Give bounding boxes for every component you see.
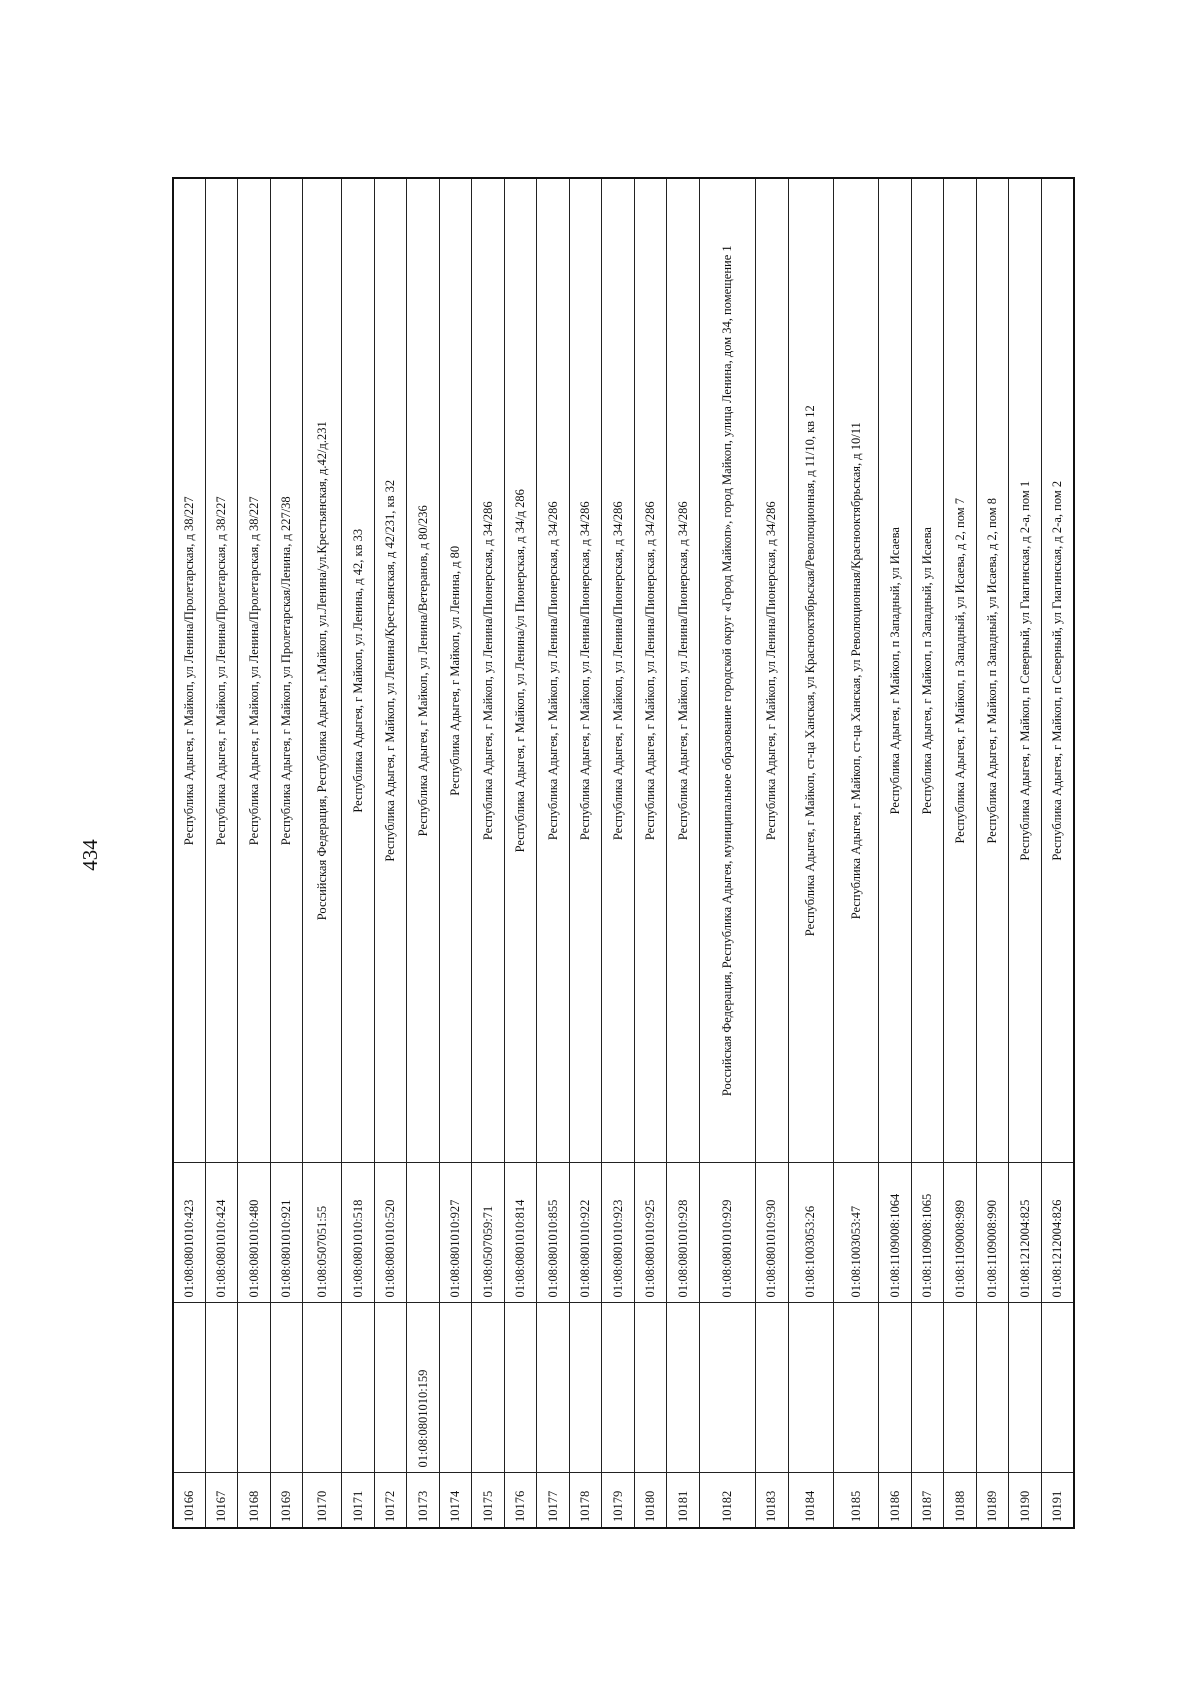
previous-cadastral-number — [699, 1303, 755, 1473]
cadastral-number: 01:08:0801010:423 — [173, 1163, 205, 1303]
row-number: 10180 — [634, 1473, 666, 1528]
cadastral-number: 01:08:0801010:928 — [667, 1163, 699, 1303]
address: Республика Адыгея, г Майкоп, ул Ленина/ул Пионерская, д 34/д 286 — [504, 178, 536, 1163]
table-row — [911, 178, 943, 1528]
cadastral-number: 01:08:0801010:922 — [569, 1163, 601, 1303]
previous-cadastral-number — [1041, 1303, 1074, 1473]
previous-cadastral-number — [834, 1303, 879, 1473]
previous-cadastral-number — [472, 1303, 504, 1473]
cadastral-number: 01:08:0801010:855 — [537, 1163, 569, 1303]
table-row — [569, 178, 601, 1528]
cadastral-number: 01:08:0801010:921 — [270, 1163, 302, 1303]
address: Республика Адыгея, г Майкоп, ул Ленина/Пионерская, д 34/286 — [569, 178, 601, 1163]
address: Республика Адыгея, г Майкоп, п Западный, ул Исаева, д 2, пом 8 — [976, 178, 1008, 1163]
address: Республика Адыгея, г Майкоп, п Западный, ул Исаева, д 2, пом 7 — [944, 178, 976, 1163]
previous-cadastral-number — [976, 1303, 1008, 1473]
cadastral-number: 01:08:0801010:518 — [342, 1163, 374, 1303]
table-row — [537, 178, 569, 1528]
address: Республика Адыгея, г Майкоп, ул Ленина/Пионерская, д 34/286 — [667, 178, 699, 1163]
table-row — [634, 178, 666, 1528]
cadastral-number: 01:08:1003053:47 — [834, 1163, 879, 1303]
address: Республика Адыгея, г Майкоп, п Западный, ул Исаева — [879, 178, 911, 1163]
cadastral-number: 01:08:1109008:1064 — [879, 1163, 911, 1303]
table-row — [602, 178, 634, 1528]
table-row — [472, 178, 504, 1528]
address: Республика Адыгея, г Майкоп, ул Ленина/Ветеранов, д 80/236 — [407, 178, 439, 1163]
page-number: 434 — [78, 839, 102, 871]
table-row — [439, 178, 471, 1528]
row-number: 10170 — [303, 1473, 342, 1528]
previous-cadastral-number — [238, 1303, 270, 1473]
address: Республика Адыгея, г Майкоп, ул Ленина/Пионерская, д 34/286 — [537, 178, 569, 1163]
row-number: 10168 — [238, 1473, 270, 1528]
address: Республика Адыгея, г Майкоп, ул Ленина/Пролетарская, д 38/227 — [173, 178, 205, 1163]
previous-cadastral-number — [879, 1303, 911, 1473]
previous-cadastral-number — [270, 1303, 302, 1473]
previous-cadastral-number — [756, 1303, 788, 1473]
previous-cadastral-number — [173, 1303, 205, 1473]
cadastral-number: 01:08:0507051:55 — [303, 1163, 342, 1303]
previous-cadastral-number — [569, 1303, 601, 1473]
previous-cadastral-number — [537, 1303, 569, 1473]
address: Республика Адыгея, г Майкоп, ул Ленина/Пионерская, д 34/286 — [756, 178, 788, 1163]
row-number: 10184 — [788, 1473, 833, 1528]
row-number: 10185 — [834, 1473, 879, 1528]
cadastral-number: 01:08:0801010:520 — [374, 1163, 406, 1303]
previous-cadastral-number — [504, 1303, 536, 1473]
row-number: 10174 — [439, 1473, 471, 1528]
previous-cadastral-number — [439, 1303, 471, 1473]
cadastral-number — [407, 1163, 439, 1303]
table-row — [342, 178, 374, 1528]
previous-cadastral-number — [788, 1303, 833, 1473]
table-row — [1041, 178, 1074, 1528]
registry-table-container — [172, 179, 1075, 1529]
row-number: 10186 — [879, 1473, 911, 1528]
row-number: 10182 — [699, 1473, 755, 1528]
address: Республика Адыгея, г Майкоп, п Северный, ул Гиагинская, д 2-а, пом 1 — [1009, 178, 1041, 1163]
cadastral-number: 01:08:0507059:71 — [472, 1163, 504, 1303]
address: Республика Адыгея, г Майкоп, ул Ленина, д 42, кв 33 — [342, 178, 374, 1163]
cadastral-number: 01:08:1109008:989 — [944, 1163, 976, 1303]
address: Российская Федерация, Республика Адыгея, г.Майкоп, ул.Ленина/ул.Крестьянская, д.42/д.231 — [303, 178, 342, 1163]
address: Республика Адыгея, г Майкоп, ул Ленина/Пионерская, д 34/286 — [634, 178, 666, 1163]
table-row — [173, 178, 205, 1528]
row-number: 10187 — [911, 1473, 943, 1528]
previous-cadastral-number: 01:08:0801010:159 — [407, 1303, 439, 1473]
row-number: 10176 — [504, 1473, 536, 1528]
cadastral-number: 01:08:1109008:990 — [976, 1163, 1008, 1303]
address: Республика Адыгея, г Майкоп, ст-ца Ханская, ул Революционная/Краснооктябрьская, д 10/11 — [834, 178, 879, 1163]
table-row — [944, 178, 976, 1528]
table-row — [238, 178, 270, 1528]
address: Республика Адыгея, г Майкоп, ул Ленина/Крестьянская, д 42/231, кв 32 — [374, 178, 406, 1163]
address: Республика Адыгея, г Майкоп, ул Ленина/Пионерская, д 34/286 — [472, 178, 504, 1163]
cadastral-number: 01:08:0801010:424 — [205, 1163, 237, 1303]
previous-cadastral-number — [303, 1303, 342, 1473]
cadastral-number: 01:08:0801010:927 — [439, 1163, 471, 1303]
row-number: 10188 — [944, 1473, 976, 1528]
table-row — [788, 178, 833, 1528]
row-number: 10178 — [569, 1473, 601, 1528]
table-row — [699, 178, 755, 1528]
table-row — [756, 178, 788, 1528]
previous-cadastral-number — [1009, 1303, 1041, 1473]
cadastral-number: 01:08:1212004:826 — [1041, 1163, 1074, 1303]
row-number: 10166 — [173, 1473, 205, 1528]
table-row — [504, 178, 536, 1528]
row-number: 10181 — [667, 1473, 699, 1528]
cadastral-number: 01:08:0801010:930 — [756, 1163, 788, 1303]
table-row — [976, 178, 1008, 1528]
row-number: 10172 — [374, 1473, 406, 1528]
address: Республика Адыгея, г Майкоп, ул Пролетарская/Ленина, д 227/38 — [270, 178, 302, 1163]
cadastral-number: 01:08:0801010:929 — [699, 1163, 755, 1303]
previous-cadastral-number — [374, 1303, 406, 1473]
row-number: 10183 — [756, 1473, 788, 1528]
table-row — [303, 178, 342, 1528]
row-number: 10169 — [270, 1473, 302, 1528]
address: Республика Адыгея, г Майкоп, ул Ленина, д 80 — [439, 178, 471, 1163]
previous-cadastral-number — [602, 1303, 634, 1473]
cadastral-number: 01:08:1212004:825 — [1009, 1163, 1041, 1303]
previous-cadastral-number — [342, 1303, 374, 1473]
address: Республика Адыгея, г Майкоп, п Западный, ул Исаева — [911, 178, 943, 1163]
table-row — [834, 178, 879, 1528]
table-row — [407, 178, 439, 1528]
previous-cadastral-number — [667, 1303, 699, 1473]
previous-cadastral-number — [911, 1303, 943, 1473]
cadastral-number: 01:08:1003053:26 — [788, 1163, 833, 1303]
table-row — [205, 178, 237, 1528]
row-number: 10190 — [1009, 1473, 1041, 1528]
table-row — [374, 178, 406, 1528]
previous-cadastral-number — [944, 1303, 976, 1473]
table-row — [667, 178, 699, 1528]
address: Республика Адыгея, г Майкоп, ул Ленина/Пионерская, д 34/286 — [602, 178, 634, 1163]
row-number: 10177 — [537, 1473, 569, 1528]
address: Республика Адыгея, г Майкоп, ст-ца Ханская, ул Краснооктябрьская/Революционная, д 11/10, кв 12 — [788, 178, 833, 1163]
row-number: 10189 — [976, 1473, 1008, 1528]
cadastral-number: 01:08:0801010:814 — [504, 1163, 536, 1303]
registry-table — [172, 177, 1075, 1529]
cadastral-number: 01:08:0801010:480 — [238, 1163, 270, 1303]
table-row — [1009, 178, 1041, 1528]
address: Республика Адыгея, г Майкоп, ул Ленина/Пролетарская, д 38/227 — [205, 178, 237, 1163]
cadastral-number: 01:08:0801010:925 — [634, 1163, 666, 1303]
row-number: 10191 — [1041, 1473, 1074, 1528]
table-row — [879, 178, 911, 1528]
cadastral-number: 01:08:1109008:1065 — [911, 1163, 943, 1303]
previous-cadastral-number — [634, 1303, 666, 1473]
row-number: 10167 — [205, 1473, 237, 1528]
row-number: 10175 — [472, 1473, 504, 1528]
row-number: 10171 — [342, 1473, 374, 1528]
previous-cadastral-number — [205, 1303, 237, 1473]
address: Республика Адыгея, г Майкоп, ул Ленина/Пролетарская, д 38/227 — [238, 178, 270, 1163]
address: Республика Адыгея, г Майкоп, п Северный, ул Гиагинская, д 2-а, пом 2 — [1041, 178, 1074, 1163]
row-number: 10179 — [602, 1473, 634, 1528]
address: Российская Федерация, Республика Адыгея, муниципальное образование городской округ «Город Майкоп», город Майкоп, улица Ленина, дом 34, помещение 1 — [699, 178, 755, 1163]
table-row — [270, 178, 302, 1528]
row-number: 10173 — [407, 1473, 439, 1528]
cadastral-number: 01:08:0801010:923 — [602, 1163, 634, 1303]
